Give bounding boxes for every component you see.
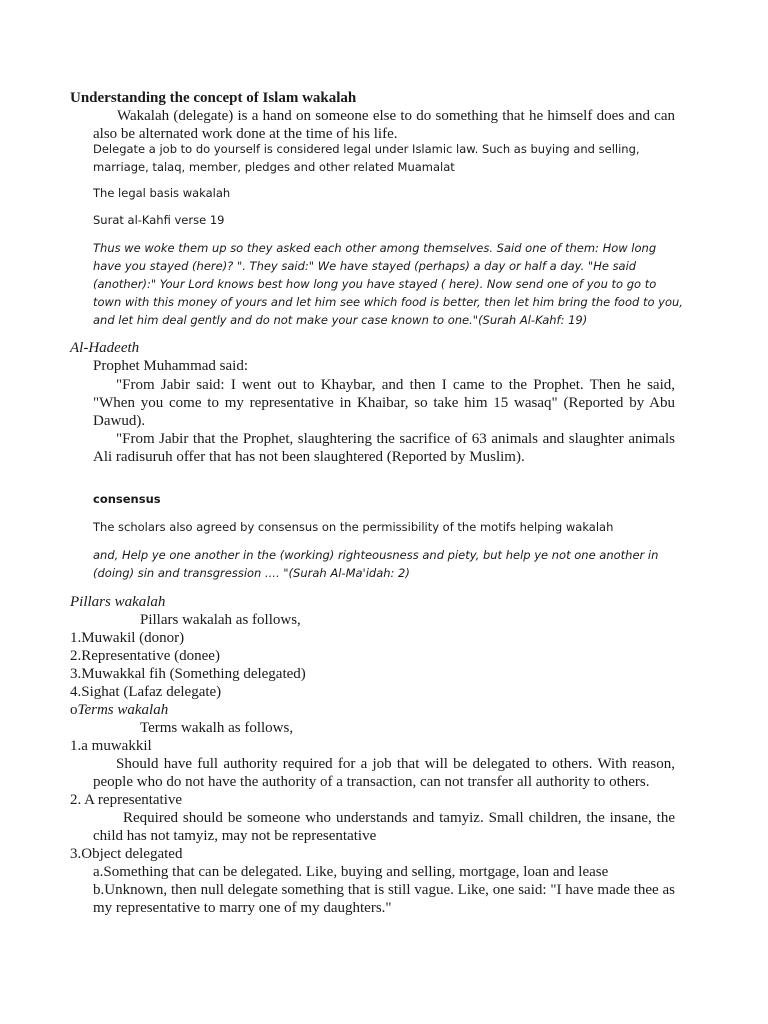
list-item: 1.Muwakil (donor) xyxy=(70,630,185,646)
term-2-heading: 2. A representative xyxy=(70,792,183,808)
pillars-intro: Pillars wakalah as follows, xyxy=(140,612,301,628)
term-3-item-b: b.Unknown, then null delegate something that is still vague. Like, one said: "I have made thee as my representative to marry one of my daughters." xyxy=(93,882,675,916)
consensus-heading: consensus xyxy=(93,492,161,506)
intro-legality: Delegate a job to do yourself is considered legal under Islamic law. Such as buying and selling, marriage, talaq, member, pledges and other related Muamalat xyxy=(93,142,640,174)
surah-heading: Surat al-Kahfi verse 19 xyxy=(93,213,225,227)
hadeeth-item-1: "From Jabir said: I went out to Khaybar, and then I came to the Prophet. Then he said, "When you come to my representative in Khaibar, so take him 15 wasaq" (Reported by Abu Dawud). xyxy=(93,377,675,429)
term-1-text: Should have full authority required for a job that will be delegated to others. With reason, people who do not have the authority of a transaction, can not transfer all authority to others. xyxy=(93,756,675,790)
terms-heading: Terms wakalah xyxy=(77,702,169,718)
list-item: 2.Representative (donee) xyxy=(70,648,220,664)
term-3-item-a: a.Something that can be delegated. Like, buying and selling, mortgage, loan and lease xyxy=(93,864,609,880)
consensus-text: The scholars also agreed by consensus on the permissibility of the motifs helping wakalah xyxy=(93,520,614,534)
terms-heading-row xyxy=(70,701,470,719)
term-2-text: Required should be someone who understands and tamyiz. Small children, the insane, the child has not tamyiz, may not be representative xyxy=(93,810,675,844)
term-3-heading: 3.Object delegated xyxy=(70,846,183,862)
intro-definition: Wakalah (delegate) is a hand on someone else to do something that he himself does and can also be alternated work done at the time of his life. xyxy=(93,108,675,142)
bullet-icon: o xyxy=(70,702,78,718)
hadeeth-intro: Prophet Muhammad said: xyxy=(93,358,248,374)
document-title: Understanding the concept of Islam wakalah xyxy=(70,90,357,106)
hadeeth-item-2: "From Jabir that the Prophet, slaughtering the sacrifice of 63 animals and slaughter animals Ali radisuruh offer that has not been slaughtered (Reported by Muslim). xyxy=(93,431,675,465)
pillars-list xyxy=(70,629,570,701)
consensus-quote: and, Help ye one another in the (working) righteousness and piety, but help ye not one another in (doing) sin and transgression .... "(Surah Al-Ma'idah: 2) xyxy=(93,548,659,580)
hadeeth-heading: Al-Hadeeth xyxy=(70,340,140,356)
surah-quote: Thus we woke them up so they asked each other among themselves. Said one of them: How long have you stayed (here)? ". They said:" We have stayed (perhaps) a day or half a day. "He said (another):" Your Lord knows best how long you have stayed ( here). Now send one of you to go to town with this money of yours and let him see which food is better, then let him bring the food to you, and let him deal gently and do not make your case known to one."(Surah Al-Kahf: 19) xyxy=(93,241,683,327)
pillars-heading: Pillars wakalah xyxy=(70,594,166,610)
list-item: 3.Muwakkal fih (Something delegated) xyxy=(70,666,306,682)
terms-intro: Terms wakalh as follows, xyxy=(140,720,294,736)
list-item: 4.Sighat (Lafaz delegate) xyxy=(70,684,222,700)
term-1-heading: 1.a muwakkil xyxy=(70,738,152,754)
legal-basis-heading: The legal basis wakalah xyxy=(93,186,231,200)
